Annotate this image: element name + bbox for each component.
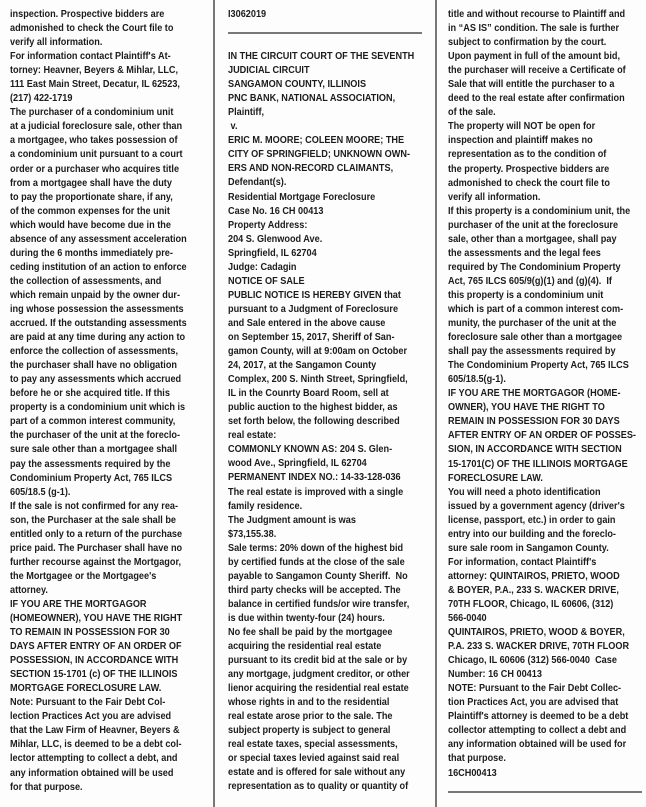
text-line: is due within twenty-four (24) hours. [228,611,385,624]
text-line: Upon payment in full of the amount bid, [448,50,621,63]
text-line: the assessments and the legal fees [448,246,601,259]
text-line: this property is a condominium unit [448,288,604,301]
column-divider-1 [213,0,215,807]
text-line: Springfield, IL 62704 [228,246,317,259]
text-line: 204 S. Glenwood Ave. [228,232,323,245]
text-line: admonished to check the Court file to [10,22,174,35]
text-line: by certified funds at the close of the sale [228,555,405,568]
text-line: (HOMEOWNER), YOU HAVE THE RIGHT [10,612,183,625]
text-line: from a mortgagee shall have the duty [10,176,172,189]
text-line: lienor acquiring the residential real estate [228,682,409,695]
text-line: real estate arose prior to the sale. The [228,710,393,723]
text-line: pursuant to its credit bid at the sale or by [228,654,408,667]
text-line: that purpose. [448,752,506,765]
text-line: The Judgment amount is was [228,513,356,526]
text-line: Property Address: [228,218,308,231]
text-line: No fee shall be paid by the mortgagee [228,625,393,638]
text-line: 605/18.5 (g-1). [10,485,71,498]
text-line: tion Practices Act, you are advised that [448,696,619,709]
text-line: subject to confirmation by the court. [448,36,607,49]
text-line: 24, 2017, at the Sangamon County [228,359,377,372]
text-line: 566-0040 [448,612,487,625]
text-line: of the sale. [448,106,496,119]
text-line: TO REMAIN IN POSSESSION FOR 30 [10,626,170,639]
text-line: for that purpose. [10,780,83,793]
text-line: collector attempting to collect a debt and [448,724,627,737]
text-line: AFTER ENTRY OF AN ORDER OF POSSES- [448,429,636,442]
text-line: absence of any assessment acceleration [10,232,187,245]
text-line: 70TH FLOOR, Chicago, IL 60606, (312) [448,597,614,610]
text-line: v. [228,120,238,133]
text-line: The Condominium Property Act, 765 ILCS [448,359,629,372]
text-line: torney: Heavner, Beyers & Mihlar, LLC, [10,64,179,77]
horizontal-rule [448,791,642,793]
text-line: munity, the purchaser of the unit at the [448,317,617,330]
text-line: any mortgage, judgment creditor, or other [228,668,410,681]
text-line: any information obtained will be used for [448,738,627,751]
text-line: or special taxes levied against said real [228,752,400,765]
text-line: deed to the real estate after confirmation [448,92,625,105]
text-line: representation as to quality or quantity of [228,780,409,793]
text-line: the property. Prospective bidders are [448,162,610,175]
text-line: Defendant(s). [228,176,287,189]
text-line: balance in certified funds/or wire transfer, [228,597,410,610]
column-divider-2 [435,0,437,807]
text-line: required by The Condominium Property [448,260,621,273]
text-line: inspection. Prospective bidders are [10,8,165,20]
text-line: a condominium unit pursuant to a court [10,148,183,161]
text-line: 111 East Main Street, Decatur, IL 62523, [10,78,180,91]
text-line: wood Ave., Springfield, IL 62704 [228,457,367,470]
text-line: to pay any assessments which accrued [10,373,182,386]
text-line: For information contact Plaintiff's At- [10,50,171,63]
text-line: IF YOU ARE THE MORTGAGOR [10,597,147,610]
text-line: accrued. If the outstanding assessments [10,317,187,330]
text-line: Judge: Cadagin [228,260,297,273]
text-line: & BOYER, P.A., 233 S. WACKER DRIVE, [448,583,619,596]
text-line: Case No. 16 CH 00413 [228,204,324,217]
text-line: attorney: QUINTAIROS, PRIETO, WOOD [448,569,620,582]
text-line: pay the assessments required by the [10,457,171,470]
text-line: which remain unpaid by the owner dur- [10,288,181,301]
text-line: during the 6 months immediately pre- [10,246,173,259]
text-line: ERS AND NON-RECORD CLAIMANTS, [228,162,394,175]
text-line: of the common expenses for the unit [10,204,170,217]
text-line: verify all information. [448,190,541,203]
text-line: IF YOU ARE THE MORTGAGOR (HOME- [448,387,621,400]
text-line: purchaser of the unit at the foreclosure [448,218,619,231]
text-line: inspection and plaintiff makes no [448,134,593,147]
text-line: 605/18.5(g-1). [448,373,506,386]
text-line: DAYS AFTER ENTRY OF AN ORDER OF [10,640,182,653]
text-line: (217) 422-1719 [10,92,73,105]
text-line: that the Law Firm of Heavner, Beyers & [10,724,180,737]
text-line: acquiring the residential real estate [228,640,382,653]
text-line: which would have become due in the [10,218,171,231]
text-line: a mortgagee, who takes possession of [10,134,178,147]
text-line: Sale terms: 20% down of the highest bid [228,541,404,554]
text-line: issued by a government agency (driver's [448,499,625,512]
text-line: the purchaser of the unit at the foreclo- [10,429,181,442]
text-line: ERIC M. MOORE; COLEEN MOORE; THE [228,134,405,147]
text-line: MORTGAGE FORECLOSURE LAW. [10,682,162,695]
text-line: title and without recourse to Plaintiff and [448,8,626,20]
text-line: real estate: [228,429,277,442]
text-line: NOTICE OF SALE [228,274,305,287]
text-line: $73,155.38. [228,527,277,540]
text-line: foreclosure sale other than a mortgagee [448,331,623,344]
text-line: entry into our building and the foreclo- [448,527,616,540]
text-line: the collection of assessments, and [10,274,162,287]
text-line: any information obtained will be used [10,766,174,779]
text-line: Condominium Property Act, 765 ILCS [10,471,173,484]
text-line: The property will NOT be open for [448,120,596,133]
text-line: Complex, 200 S. Ninth Street, Springfield, [228,373,408,386]
text-line: Chicago, IL 60606 (312) 566-0040 Case [448,654,617,667]
text-line: which is part of a common interest com- [448,302,624,315]
text-line: IL in the Counrty Board Room, sell at [228,387,389,400]
text-line: sure sale room in Sangamon County. [448,541,609,554]
text-line: verify all information. [10,36,103,49]
text-line: the purchaser shall have no obligation [10,359,177,372]
text-line: before he or she acquired title. If this [10,387,170,400]
text-line: at a judicial foreclosure sale, other than [10,120,183,133]
text-line: the Mortgagee or the Mortgagee's [10,569,157,582]
text-line: estate and is offered for sale without any [228,766,406,779]
text-line: Sale that will entitle the purchaser to a [448,78,615,91]
notice-column-1 [10,7,209,794]
text-line: IN THE CIRCUIT COURT OF THE SEVENTH [228,50,415,63]
text-line: pursuant to a Judgment of Foreclosure [228,302,399,315]
notice-column-2 [228,7,428,794]
text-line: For information, contact Plaintiff's [448,555,597,568]
text-line: FORECLOSURE LAW. [448,471,543,484]
text-line: further recourse against the Mortgagor, [10,555,182,568]
text-line: part of a common interest community, [10,415,176,428]
text-line: family residence. [228,499,303,512]
text-line: SECTION 15-1701 (c) OF THE ILLINOIS [10,668,178,681]
text-line: COMMONLY KNOWN AS: 204 S. Glen- [228,443,393,456]
text-line: order or a purchaser who acquires title [10,162,180,175]
text-line: REMAIN IN POSSESSION FOR 30 DAYS [448,415,620,428]
text-line: 16CH00413 [448,766,497,779]
text-line: You will need a photo identification [448,485,601,498]
text-line: P.A. 233 S. WACKER DRIVE, 70TH FLOOR [448,640,630,653]
text-line: are paid at any time during any action to [10,331,186,344]
text-line: lector attempting to collect a debt, and [10,752,178,765]
text-line: SION, IN ACCORDANCE WITH SECTION [448,443,622,456]
text-line: CITY OF SPRINGFIELD; UNKNOWN OWN- [228,148,411,161]
text-line: enforce the collection of assessments, [10,345,179,358]
text-line: attorney. [10,583,48,596]
text-line: to pay the proportionate share, if any, [10,190,173,203]
text-line: JUDICIAL CIRCUIT [228,64,310,77]
text-line: lection Practices Act you are advised [10,710,172,723]
text-line: and Sale entered in the above cause [228,316,386,329]
text-line: SANGAMON COUNTY, ILLINOIS [228,78,367,91]
text-line: PERMANENT INDEX NO.: 14-33-128-036 [228,471,401,484]
text-line: Number: 16 CH 00413 [448,668,542,681]
text-line: third party checks will be accepted. The [228,583,401,596]
text-line: PNC BANK, NATIONAL ASSOCIATION, [228,92,396,105]
text-line: Mihlar, LLC, is deemed to be a debt col- [10,738,182,751]
text-line: Note: Pursuant to the Fair Debt Col- [10,696,166,709]
text-line: ceding institution of an action to enforce [10,260,187,273]
text-line: If the sale is not confirmed for any rea- [10,499,179,512]
text-line: Residential Mortgage Foreclosure [228,190,376,203]
text-line: Act, 765 ILCS 605/9(g)(1) and (g)(4). If [448,274,612,287]
text-line: gamon County, will at 9:00am on October [228,345,408,358]
text-line: set forth below, the following described [228,415,400,428]
text-line: If this property is a condominium unit, the [448,204,631,217]
text-line: The real estate is improved with a single [228,485,404,498]
text-line: admonished to check the court file to [448,176,610,189]
text-line: POSSESSION, IN ACCORDANCE WITH [10,654,179,667]
text-line: sure sale other than a mortgagee shall [10,443,178,456]
text-line: QUINTAIROS, PRIETO, WOOD & BOYER, [448,626,625,639]
text-line: PUBLIC NOTICE IS HEREBY GIVEN that [228,288,401,301]
text-line: the purchaser will receive a Certificate of [448,64,626,77]
text-line: subject property is subject to general [228,724,391,737]
text-line: license, passport, etc.) in order to gain [448,513,616,526]
horizontal-rule [228,32,422,34]
text-line: The purchaser of a condominium unit [10,106,174,119]
text-line: son, the Purchaser at the sale shall be [10,513,177,526]
text-line: on September 15, 2017, Sheriff of San- [228,330,395,343]
text-line: NOTE: Pursuant to the Fair Debt Collec- [448,682,622,695]
text-line: public auction to the highest bidder, as [228,401,398,414]
text-line: I3062019 [228,8,267,20]
text-line: property is a condominium unit which is [10,401,186,414]
text-line: payable to Sangamon County Sheriff. No [228,569,408,582]
text-line: ing whose possession the assessments [10,302,184,315]
text-line: entitled only to a return of the purchase [10,527,183,540]
text-line: whose rights in and to the residential [228,696,390,709]
text-line: price paid. The Purchaser shall have no [10,541,183,554]
text-line: sale, other than a mortgagee, shall pay [448,232,617,245]
text-line: 15-1701(C) OF THE ILLINOIS MORTGAGE [448,457,628,470]
text-line: shall pay the assessments required by [448,345,616,358]
text-line: Plaintiff, [228,106,265,119]
text-line: Plaintiff's attorney is deemed to be a debt [448,710,629,723]
notice-column-3 [448,7,643,807]
text-line: in “AS IS” condition. The sale is further [448,22,620,35]
text-line: OWNER), YOU HAVE THE RIGHT TO [448,401,605,414]
text-line: representation as to the condition of [448,148,607,161]
text-line: real estate taxes, special assessments, [228,738,398,751]
